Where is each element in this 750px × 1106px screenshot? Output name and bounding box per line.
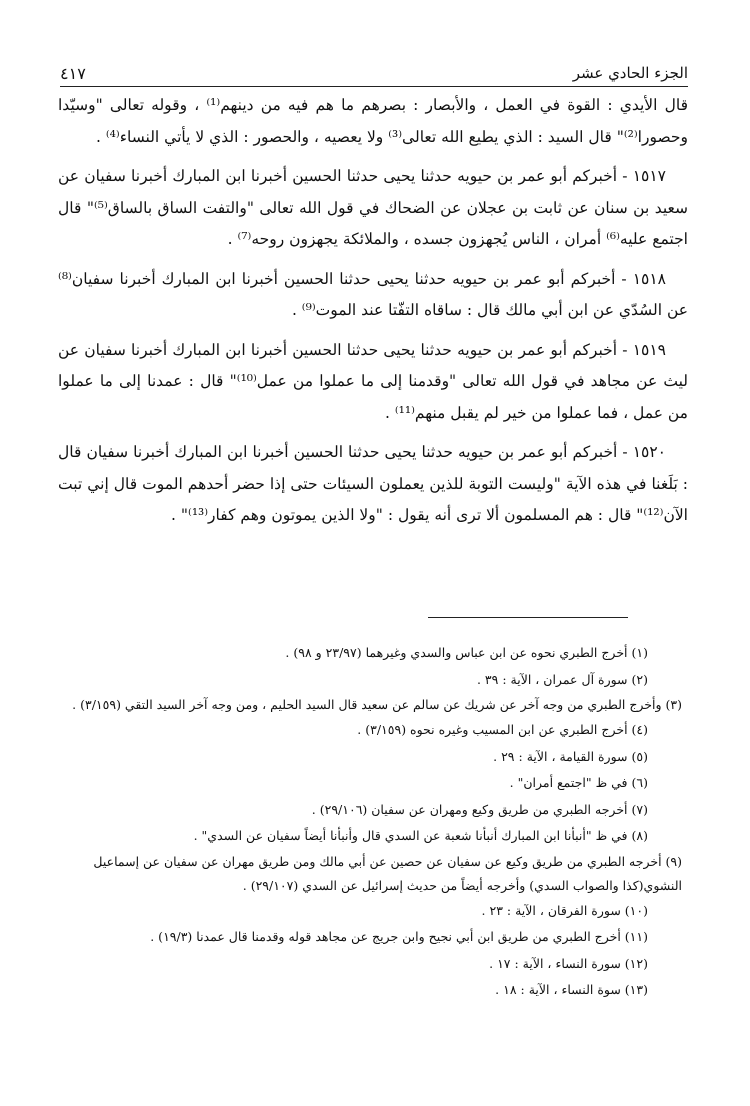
- footnote-5: (٥) سورة القيامة ، الآية : ٢٩ .: [493, 748, 648, 764]
- report-1517: ١٥١٧ - أخبركم أبو عمر بن حيويه حدثنا يحيى حدثنا الحسين أخبرنا ابن المبارك أخبرنا سفيان عن سعيد بن سنان عن ثابت بن عجلان عن الضحاك في قول الله تعالى "والتفت الساق بالساق⁽⁵⁾" قال اجتمع عليه⁽⁶⁾ أمران ، الناس يُجهزون جسده ، والملائكة يجهزون روحه⁽⁷⁾ .: [58, 167, 688, 248]
- footnote-3: (٣) وأخرج الطبري من وجه آخر عن شريك عن سالم عن سعيد قال السيد الحليم ، ومن وجه آخر السيد التقي (٣/١٥٩) .: [72, 697, 682, 712]
- footnote-2: (٢) سورة آل عمران ، الآية : ٣٩ .: [476, 671, 648, 687]
- footnote-10: (١٠) سورة الفرقان ، الآية : ٢٣ .: [481, 902, 648, 918]
- report-1520: ١٥٢٠ - أخبركم أبو عمر بن حيويه حدثنا يحيى حدثنا الحسين أخبرنا ابن المبارك أخبرنا سفيان قال : بَلَغنا في هذه الآية "وليست التوبة للذين يعملون السيئات حتى إذا حضر أحدهم الموت قال إني تبت الآن⁽¹²⁾" قال : هم المسلمون ألا ترى أنه يقول : "ولا الذين يموتون وهم كفار⁽¹³⁾" .: [58, 443, 688, 524]
- footnote-11: (١١) أخرج الطبري من طريق ابن أبي نجيح وابن جريج عن مجاهد قوله وقدمنا قال عمدنا (١٩/٣) .: [150, 929, 648, 944]
- main-text: [58, 90, 688, 532]
- report-1519: ١٥١٩ - أخبركم أبو عمر بن حيويه حدثنا يحيى حدثنا الحسين أخبرنا ابن المبارك أخبرنا سفيان عن ليث عن مجاهد في قول الله تعالى "وقدمنا إلى ما عملوا من عمل⁽¹⁰⁾" قال : عمدنا إلى ما عملوا من عمل ، فما عملوا من خير لم يقبل منهم⁽¹¹⁾ .: [58, 340, 688, 422]
- footnotes: [50, 640, 682, 1004]
- footnote-13: (١٣) سوة النساء ، الآية : ١٨ .: [495, 982, 648, 997]
- footnote-4: (٤) أخرج الطبري عن ابن المسيب وغيره نحوه (٣/١٥٩) .: [357, 722, 648, 737]
- footnote-6: (٦) في ظ "اجتمع أمران" .: [509, 775, 648, 790]
- footnote-9: (٩) أخرجه الطبري من طريق وكيع عن سفيان عن حصين عن أبي مالك ومن طريق مهران عن سفيان عن إسماعيل النشوي(كذا والصواب السدي) وأخرجه أيضاً من حديث إسرائيل عن السدي (٢٩/١٠٧) .: [93, 853, 682, 893]
- footnote-7: (٧) أخرجه الطبري من طريق وكيع ومهران عن سفيان (٢٩/١٠٦) .: [311, 801, 648, 817]
- paragraph-intro: قال الأيدي : القوة في العمل ، والأبصار : بصرهم ما هم فيه من دينهم⁽¹⁾ ، وقوله تعالى "وسيّدا وحصورا⁽²⁾" قال السيد : الذي يطيع الله تعالى⁽³⁾ ولا يعصيه ، والحصور : الذي لا يأتي النساء⁽⁴⁾ .: [58, 96, 688, 146]
- report-1518: ١٥١٨ - أخبركم أبو عمر بن حيويه حدثنا يحيى حدثنا الحسين أخبرنا ابن المبارك أخبرنا سفيان⁽⁸⁾ عن السُدّي عن ابن أبي مالك قال : ساقاه التفّتا عند الموت⁽⁹⁾ .: [58, 269, 688, 319]
- running-title: الجزء الحادي عشر: [572, 64, 688, 82]
- footnote-8: (٨) في ظ "أنبأنا ابن المبارك أنبأنا شعبة عن السدي قال وأنبأنا أيضاً سفيان عن السدي" .: [193, 828, 648, 843]
- page-header: [60, 62, 688, 87]
- footnote-divider: [428, 617, 628, 618]
- footnote-1: (١) أخرج الطبري نحوه عن ابن عباس والسدي وغيرهما (٢٣/٩٧ و ٩٨) .: [285, 645, 648, 660]
- page-number: ٤١٧: [60, 64, 86, 83]
- footnote-12: (١٢) سورة النساء ، الآية : ١٧ .: [489, 955, 648, 971]
